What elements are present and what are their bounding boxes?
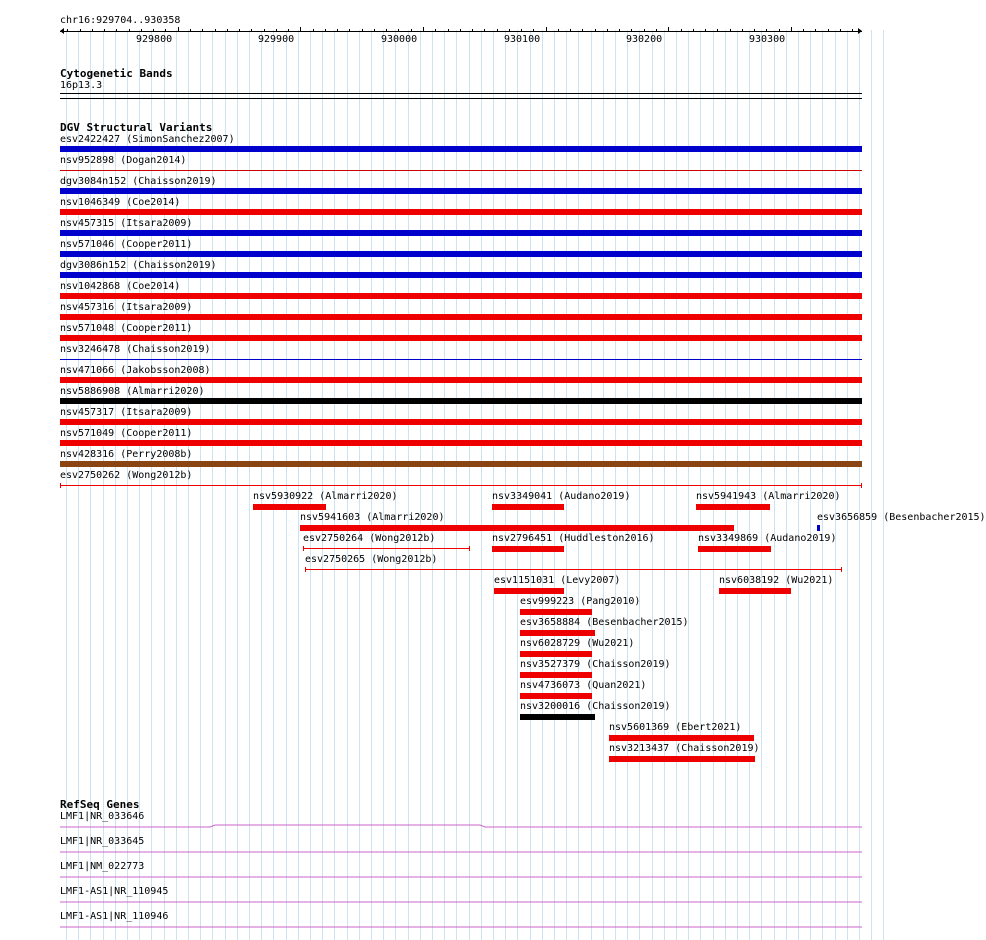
ruler-minor-tick xyxy=(153,29,154,32)
refseq-gene-model[interactable] xyxy=(60,873,862,879)
refseq-track-title: RefSeq Genes xyxy=(60,798,140,811)
dgv-feature-bar[interactable] xyxy=(492,546,564,552)
ruler-minor-tick xyxy=(852,29,853,32)
dgv-variant-bar[interactable] xyxy=(60,293,862,299)
ruler-minor-tick xyxy=(251,29,252,32)
ruler-minor-tick xyxy=(693,29,694,32)
ruler-minor-tick xyxy=(840,29,841,32)
ruler-minor-tick xyxy=(472,29,473,32)
ruler-minor-tick xyxy=(141,29,142,32)
ruler-minor-tick xyxy=(264,29,265,32)
ruler-minor-tick xyxy=(533,29,534,32)
ruler-major-tick xyxy=(546,27,547,32)
refseq-gene-model[interactable] xyxy=(60,923,862,929)
dgv-feature-label: nsv6038192 (Wu2021) xyxy=(719,575,834,586)
dgv-feature-cap-left xyxy=(305,567,306,572)
dgv-variant-label: nsv471066 (Jakobsson2008) xyxy=(60,365,211,376)
dgv-feature-label: esv1151031 (Levy2007) xyxy=(494,575,621,586)
ruler-tick-label: 929900 xyxy=(258,34,295,45)
ruler-minor-tick xyxy=(276,29,277,32)
dgv-feature-label: nsv3349041 (Audano2019) xyxy=(492,491,631,502)
ruler-minor-tick xyxy=(362,29,363,32)
dgv-variant-bar[interactable] xyxy=(60,377,862,383)
dgv-feature-cap-left xyxy=(303,546,304,551)
ruler-minor-tick xyxy=(497,29,498,32)
dgv-feature-label: esv3656859 (Besenbacher2015) xyxy=(817,512,986,523)
dgv-feature-bar[interactable] xyxy=(253,504,326,510)
dgv-variant-label: dgv3086n152 (Chaisson2019) xyxy=(60,260,217,271)
dgv-feature-bar[interactable] xyxy=(492,504,564,510)
ruler-minor-tick xyxy=(484,29,485,32)
ruler-tick-label: 930300 xyxy=(749,34,786,45)
ruler-major-tick xyxy=(423,27,424,32)
ruler-minor-tick xyxy=(509,29,510,32)
dgv-feature-label: nsv5930922 (Almarri2020) xyxy=(253,491,398,502)
ruler-major-tick xyxy=(178,27,179,32)
ruler-minor-tick xyxy=(521,29,522,32)
ruler-right-arrow xyxy=(858,28,862,34)
ruler-minor-tick xyxy=(582,29,583,32)
dgv-feature-label: esv2750264 (Wong2012b) xyxy=(303,533,436,544)
dgv-variant-bar[interactable] xyxy=(60,461,862,467)
ruler-minor-tick xyxy=(644,29,645,32)
dgv-variant-label: esv2422427 (SimonSanchez2007) xyxy=(60,134,235,145)
cytoband-line-bottom xyxy=(60,98,862,99)
refseq-gene-model[interactable] xyxy=(60,848,862,854)
ruler-position-label: chr16:929704..930358 xyxy=(60,15,181,26)
ruler-minor-tick xyxy=(374,29,375,32)
dgv-feature-bar[interactable] xyxy=(698,546,771,552)
dgv-track-title: DGV Structural Variants xyxy=(60,121,213,134)
dgv-variant-bar[interactable] xyxy=(60,314,862,320)
ruler-minor-tick xyxy=(742,29,743,32)
ruler-minor-tick xyxy=(705,29,706,32)
dgv-variant-bar[interactable] xyxy=(60,398,862,404)
dgv-feature-label: nsv3213437 (Chaisson2019) xyxy=(609,743,760,754)
ruler-minor-tick xyxy=(227,29,228,32)
ruler-tick-label: 930200 xyxy=(626,34,663,45)
dgv-variant-bar[interactable] xyxy=(60,272,862,278)
dgv-variant-label: nsv1042868 (Coe2014) xyxy=(60,281,181,292)
ruler-minor-tick xyxy=(325,29,326,32)
ruler-minor-tick xyxy=(779,29,780,32)
ruler-minor-tick xyxy=(754,29,755,32)
refseq-gene-line xyxy=(60,825,862,827)
dgv-feature-bar[interactable] xyxy=(520,651,592,657)
dgv-feature-label: nsv6028729 (Wu2021) xyxy=(520,638,635,649)
dgv-feature-bar[interactable] xyxy=(520,672,592,678)
dgv-feature-cap-right xyxy=(841,567,842,572)
refseq-gene-model[interactable] xyxy=(60,823,862,829)
ruler-minor-tick xyxy=(202,29,203,32)
refseq-gene-model[interactable] xyxy=(60,898,862,904)
dgv-variant-label: dgv3084n152 (Chaisson2019) xyxy=(60,176,217,187)
ruler-minor-tick xyxy=(448,29,449,32)
dgv-feature-cap-right xyxy=(469,546,470,551)
dgv-variant-label: nsv571049 (Cooper2011) xyxy=(60,428,193,439)
ruler-minor-tick xyxy=(104,29,105,32)
dgv-variant-bar[interactable] xyxy=(60,335,862,341)
dgv-variant-bar[interactable] xyxy=(60,440,862,446)
ruler-minor-tick xyxy=(80,29,81,32)
dgv-variant-label: nsv571048 (Cooper2011) xyxy=(60,323,193,334)
ruler-tick-label: 930000 xyxy=(381,34,418,45)
dgv-variant-label: nsv428316 (Perry2008b) xyxy=(60,449,193,460)
ruler-minor-tick xyxy=(656,29,657,32)
dgv-feature-bar[interactable] xyxy=(520,630,595,636)
ruler-major-tick xyxy=(300,27,301,32)
refseq-gene-label: LMF1|NR_033646 xyxy=(60,811,145,822)
refseq-gene-label: LMF1|NM_022773 xyxy=(60,861,145,872)
dgv-variant-bar[interactable] xyxy=(60,230,862,236)
ruler-minor-tick xyxy=(116,29,117,32)
ruler-minor-tick xyxy=(215,29,216,32)
dgv-variant-cap-right xyxy=(861,483,862,488)
dgv-feature-label: nsv3200016 (Chaisson2019) xyxy=(520,701,671,712)
dgv-feature-bar[interactable] xyxy=(300,525,734,531)
cytoband-line-top xyxy=(60,93,862,94)
dgv-feature-label: esv999223 (Pang2010) xyxy=(520,596,641,607)
ruler-minor-tick xyxy=(129,29,130,32)
refseq-gene-label: LMF1-AS1|NR_110945 xyxy=(60,886,169,897)
dgv-feature-bar[interactable] xyxy=(520,609,592,615)
ruler-left-arrow xyxy=(60,28,64,34)
ruler-minor-tick xyxy=(313,29,314,32)
dgv-variant-cap-left xyxy=(60,483,61,488)
dgv-feature-bar[interactable] xyxy=(696,504,770,510)
dgv-feature-bar[interactable] xyxy=(520,693,592,699)
dgv-variant-label: esv2750262 (Wong2012b) xyxy=(60,470,193,481)
ruler-major-tick xyxy=(668,27,669,32)
ruler-minor-tick xyxy=(619,29,620,32)
dgv-feature-label: nsv4736073 (Quan2021) xyxy=(520,680,647,691)
dgv-variant-bar[interactable] xyxy=(60,146,862,152)
ruler-minor-tick xyxy=(460,29,461,32)
ruler-minor-tick xyxy=(165,29,166,32)
dgv-feature-label: nsv5941943 (Almarri2020) xyxy=(696,491,841,502)
ruler-minor-tick xyxy=(92,29,93,32)
ruler-minor-tick xyxy=(828,29,829,32)
ruler-minor-tick xyxy=(398,29,399,32)
dgv-feature-label: nsv2796451 (Huddleston2016) xyxy=(492,533,655,544)
dgv-variant-label: nsv3246478 (Chaisson2019) xyxy=(60,344,211,355)
ruler-minor-tick xyxy=(681,29,682,32)
dgv-feature-bar[interactable] xyxy=(494,588,564,594)
dgv-variant-bar[interactable] xyxy=(60,188,862,194)
ruler-minor-tick xyxy=(239,29,240,32)
dgv-variant-bar[interactable] xyxy=(60,251,862,257)
dgv-variant-label: nsv457317 (Itsara2009) xyxy=(60,407,193,418)
ruler-minor-tick xyxy=(411,29,412,32)
dgv-feature-line[interactable] xyxy=(305,569,842,570)
dgv-feature-bar[interactable] xyxy=(719,588,791,594)
ruler-minor-tick xyxy=(717,29,718,32)
ruler-minor-tick xyxy=(288,29,289,32)
ruler-minor-tick xyxy=(815,29,816,32)
dgv-feature-bar[interactable] xyxy=(817,525,820,531)
dgv-variant-label: nsv5886908 (Almarri2020) xyxy=(60,386,205,397)
dgv-feature-label: nsv3527379 (Chaisson2019) xyxy=(520,659,671,670)
ruler-minor-tick xyxy=(349,29,350,32)
ruler-minor-tick xyxy=(386,29,387,32)
ruler-tick-label: 929800 xyxy=(136,34,173,45)
dgv-variant-label: nsv952898 (Dogan2014) xyxy=(60,155,187,166)
dgv-feature-label: esv2750265 (Wong2012b) xyxy=(305,554,438,565)
dgv-feature-line[interactable] xyxy=(303,548,470,549)
dgv-variant-label: nsv1046349 (Coe2014) xyxy=(60,197,181,208)
dgv-variant-label: nsv457316 (Itsara2009) xyxy=(60,302,193,313)
dgv-variant-line[interactable] xyxy=(60,170,862,171)
ruler-minor-tick xyxy=(595,29,596,32)
ruler-minor-tick xyxy=(337,29,338,32)
ruler-minor-tick xyxy=(631,29,632,32)
dgv-variant-line[interactable] xyxy=(60,485,862,486)
ruler-minor-tick xyxy=(558,29,559,32)
cytoband-label: 16p13.3 xyxy=(60,80,103,91)
ruler-minor-tick xyxy=(190,29,191,32)
dgv-variant-bar[interactable] xyxy=(60,209,862,215)
ruler-minor-tick xyxy=(730,29,731,32)
ruler-tick-label: 930100 xyxy=(504,34,541,45)
dgv-feature-bar[interactable] xyxy=(520,714,595,720)
cytoband-track-title: Cytogenetic Bands xyxy=(60,67,173,80)
dgv-feature-label: nsv5601369 (Ebert2021) xyxy=(609,722,742,733)
refseq-gene-label: LMF1-AS1|NR_110946 xyxy=(60,911,169,922)
dgv-feature-label: nsv3349869 (Audano2019) xyxy=(698,533,837,544)
dgv-feature-bar[interactable] xyxy=(609,756,755,762)
ruler-minor-tick xyxy=(766,29,767,32)
dgv-variant-bar[interactable] xyxy=(60,419,862,425)
ruler-minor-tick xyxy=(803,29,804,32)
dgv-feature-label: esv3658884 (Besenbacher2015) xyxy=(520,617,689,628)
ruler-minor-tick xyxy=(607,29,608,32)
ruler-minor-tick xyxy=(570,29,571,32)
refseq-gene-label: LMF1|NR_033645 xyxy=(60,836,145,847)
dgv-feature-label: nsv5941603 (Almarri2020) xyxy=(300,512,445,523)
dgv-variant-label: nsv571046 (Cooper2011) xyxy=(60,239,193,250)
dgv-variant-label: nsv457315 (Itsara2009) xyxy=(60,218,193,229)
ruler-minor-tick xyxy=(67,29,68,32)
ruler-major-tick xyxy=(791,27,792,32)
dgv-variant-line[interactable] xyxy=(60,359,862,360)
ruler-minor-tick xyxy=(435,29,436,32)
dgv-feature-bar[interactable] xyxy=(609,735,754,741)
